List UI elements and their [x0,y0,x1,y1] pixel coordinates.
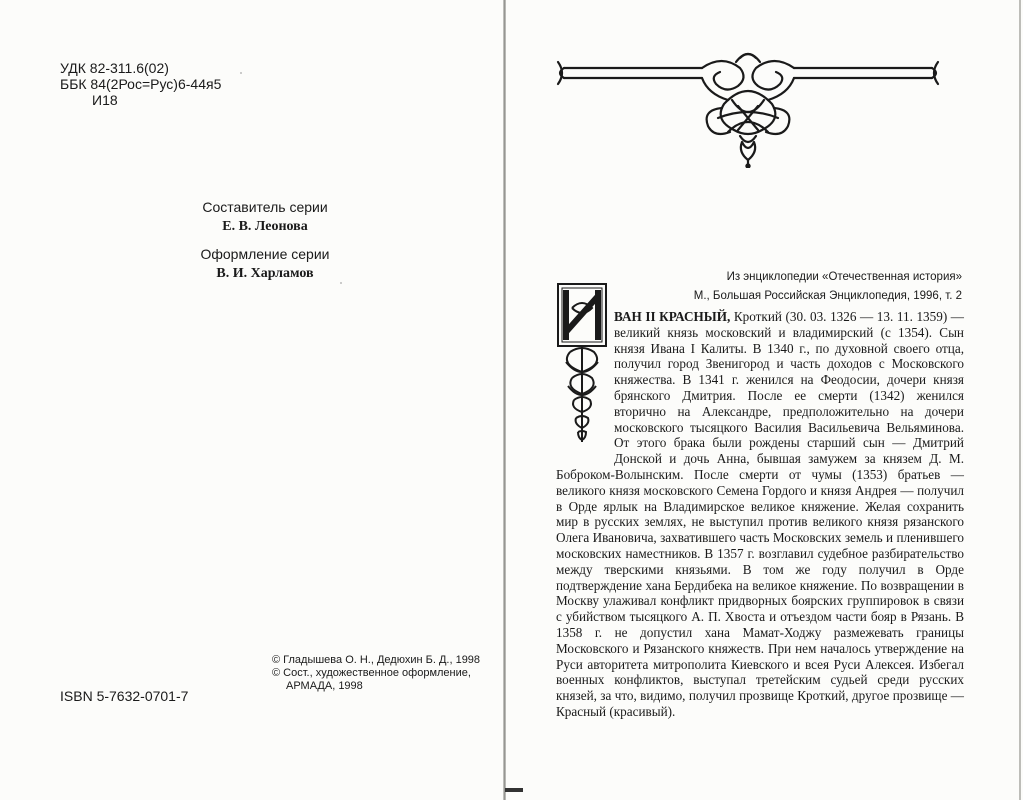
source-line-1: Из энциклопедии «Отечественная история» [726,271,962,283]
source-citation [560,268,962,306]
print-mark [505,788,523,792]
series-compiler-name: Е. В. Леонова [222,219,308,234]
classification-codes [60,60,320,108]
copyright-block [272,654,482,693]
book-gutter [503,0,506,800]
series-design-name: В. И. Харламов [216,266,314,281]
dropcap-space [556,309,610,461]
copyright-publisher: © Сост., художественное оформление, АРМАДА, 1998 [272,667,471,692]
print-speck [340,282,342,284]
article-body: Кроткий (30. 03. 1326 — 13. 11. 1359) — великий князь московский и владимирский (с 1354). Сын князя Ивана I Калиты. В 1340 г., по духовной своего отца, получил город Звенигород и часть доходов с Московского княжества. В 1341 г. женился на Феодосии, дочери князя брянского Дмитрия. После ее смерти (1342) женился вторично на Александре, предположительно на дочери московского тысяцкого Василия Васильевича Вельяминова. От этого брака были рождены старший сын — Дмитрий Донской и дочь Анна, бывшая замужем за князем Д. М. Боброком-Волынским. После смерти от чумы (1353) братьев — великого князя московского Семена Гордого и князя Андрея — получил в Орде ярлык на Владимирское великое княжение. Желая сохранить мир в русских землях, не выступил против великого князя рязанского Олега Ивановича, захватившего часть Московских земель и пленившего московских наместников. В 1357 г. возглавил судебное разбирательство между тверскими князьями. В том же году получил в Орде подтверждение хана Бердибека на великое княжение. По возвращении в Москву улаживал конфликт придворных боярских группировок в связи с убийством тысяцкого А. П. Хвоста и отъездом части бояр в Рязань. В 1358 г. не допустил хана Мамат-Ходжу размежевать границы Московского и Рязанского княжеств. При нем началось утверждение на Руси авторитета митрополита Киевского и всея Руси Алексея. Избегал военных конфликтов, выступал третейским судьей среди русских князей, за что, видимо, получил прозвище Кроткий, другое прозвище — Красный (красивый). [556,309,964,719]
series-design-label: Оформление серии [200,246,330,262]
source-line-2: М., Большая Российская Энциклопедия, 1996, т. 2 [693,290,962,302]
bbk-code: ББК 84(2Рос=Рус)6-44я5 [60,76,222,92]
series-compiler-label: Составитель серии [202,199,328,215]
article-heading: ВАН II КРАСНЫЙ, [614,309,731,324]
encyclopedia-article [556,309,964,720]
author-sign-code: И18 [92,92,118,108]
celtic-knot-headpiece-icon [552,48,944,168]
page-edge [1019,0,1021,800]
udk-code: УДК 82-311.6(02) [60,60,169,76]
isbn: ISBN 5-7632-0701-7 [60,688,189,704]
series-credits [150,198,380,292]
print-speck [240,72,242,74]
copyright-authors: © Гладышева О. Н., Дедюхин Б. Д., 1998 [272,654,481,666]
